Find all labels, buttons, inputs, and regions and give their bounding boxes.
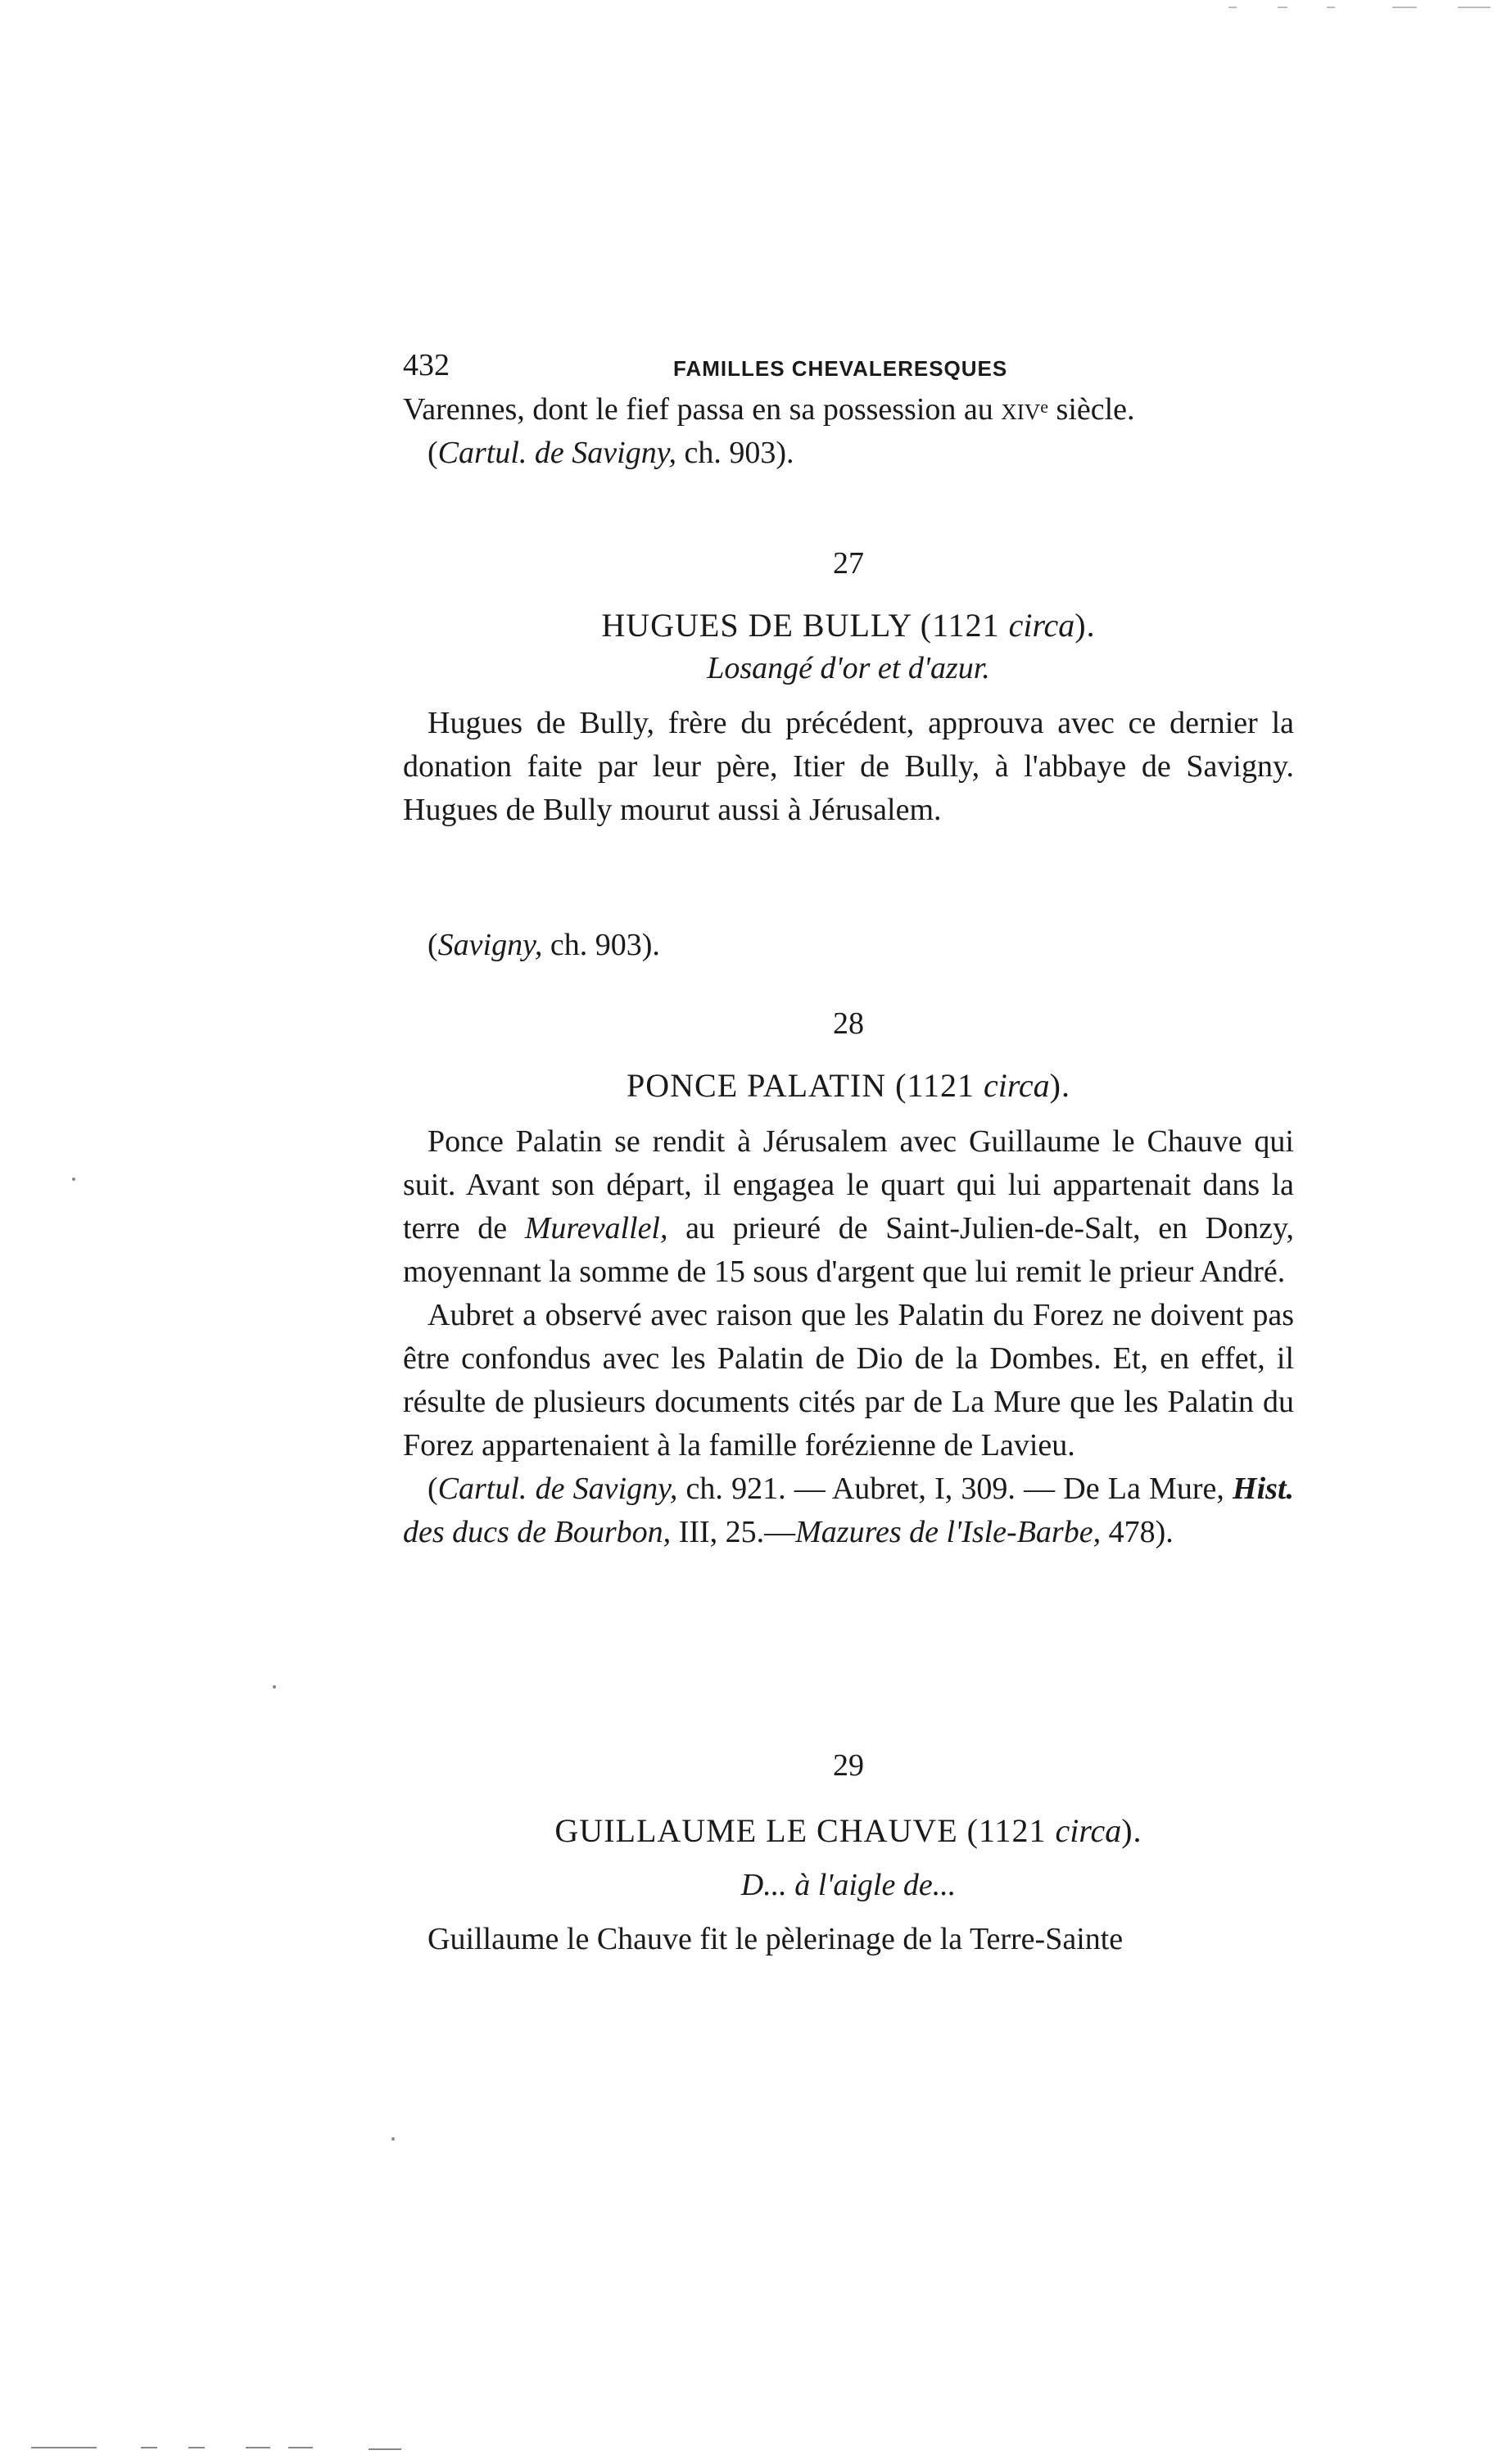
top-scan-marks: [1228, 7, 1491, 8]
entry-28-body: [403, 1120, 1294, 1554]
entry-29-body: [403, 1918, 1294, 1961]
entry-29-title: GUILLAUME LE CHAUVE (1121 circa).: [554, 1812, 1142, 1849]
opening-line: Varennes, dont le fief passa en sa possession au xiv$^e$ siècle.: [403, 392, 1135, 427]
bottom-scan-marks: [31, 1178, 401, 2450]
entry-29-blazon: D... à l'aigle de...: [740, 1868, 957, 1902]
entry-28-paragraph-2: Aubret a observé avec raison que les Palatin du Forez ne doivent pas être confondus avec les Palatin de Dio de la Dombes. Et, en effet, il résulte de plusieurs documents cités par de La Mure que les Palatin du Forez appartenaient à la famille forézienne de Lavieu.: [403, 1298, 1294, 1463]
entry-27-title: HUGUES DE BULLY (1121 circa).: [601, 607, 1096, 644]
opening-block: [403, 388, 1294, 475]
entry-27-blazon: Losangé d'or et d'azur.: [707, 651, 990, 685]
entry-29-paragraph: Guillaume le Chauve fit le pèlerinage de la Terre-Sainte: [428, 1922, 1124, 1956]
entry-27-paragraph: Hugues de Bully, frère du précédent, approuva avec ce dernier la donation faite par leur père, Itier de Bully, à l'abbaye de Savigny. Hugues de Bully mourut aussi à Jérusalem.: [403, 706, 1294, 827]
entry-28-number: 28: [833, 1006, 864, 1041]
place-name: Murevallel,: [524, 1211, 668, 1246]
entry-28-paragraph-1: Ponce Palatin se rendit à Jérusalem avec Guillaume le Chauve qui suit. Avant son départ, il engagea le quart qui lui appartenait dans la terre de Murevallel, au prieuré de Saint-Julien-de-Salt, en Donzy, moyennant la somme de 15 sous d'argent que lui remit le prieur André.: [403, 1124, 1294, 1289]
running-title: FAMILLES CHEVALERESQUES: [673, 356, 1008, 381]
opening-reference: (Cartul. de Savigny, ch. 903).: [428, 436, 794, 470]
entry-27-reference-block: [403, 924, 1294, 967]
page-number: 432: [403, 348, 450, 382]
entry-27-number: 27: [833, 546, 864, 581]
page-header: [403, 342, 1294, 388]
entry-28-title: PONCE PALATIN (1121 circa).: [627, 1067, 1070, 1104]
entry-28-reference: (Cartul. de Savigny, ch. 921. — Aubret, I, 309. — De La Mure, Hist. des ducs de Bourbon, III, 25.—Mazures de l'Isle-Barbe, 478).: [403, 1472, 1295, 1549]
entry-27-body: [403, 702, 1294, 832]
century-numeral: xiv: [1001, 392, 1041, 427]
entry-29-number: 29: [833, 1748, 864, 1783]
entry-27-reference: (Savigny, ch. 903).: [428, 928, 660, 962]
